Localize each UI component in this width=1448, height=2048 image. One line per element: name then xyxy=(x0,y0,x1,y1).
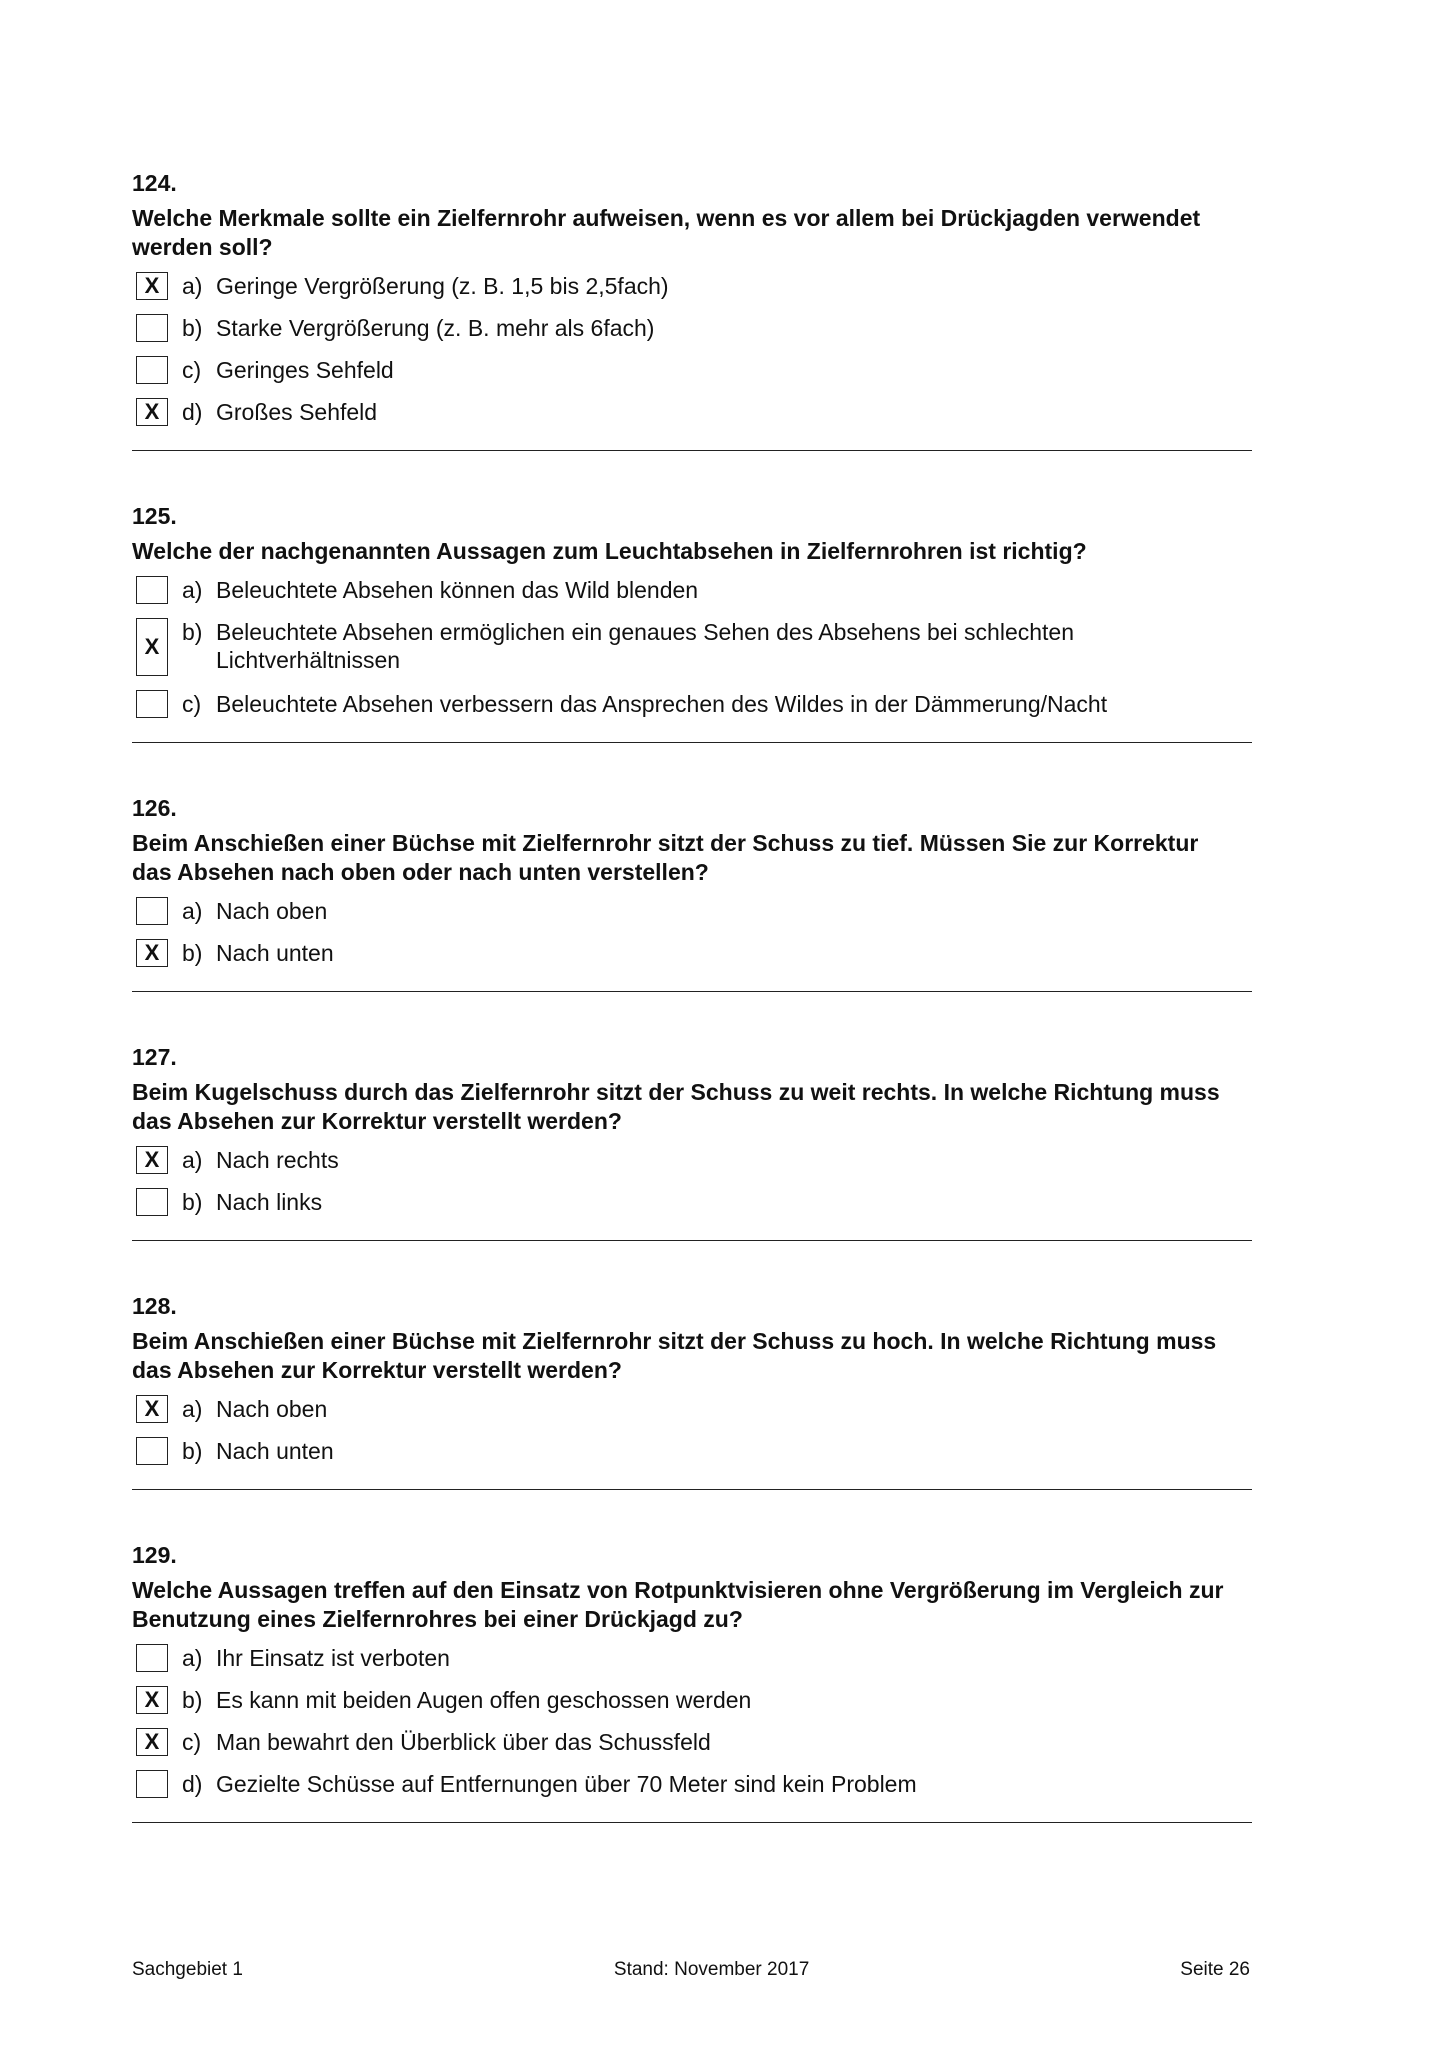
answer-option xyxy=(132,398,1252,426)
answer-letter: a) xyxy=(182,1645,203,1671)
answer-option xyxy=(132,1686,1252,1714)
answer-option xyxy=(132,897,1252,925)
answer-checkbox[interactable]: X xyxy=(136,1146,168,1174)
answer-text: Beleuchtete Absehen ermöglichen ein genaues Sehen des Absehens bei schlechten Lichtverhältnissen xyxy=(216,619,1075,673)
answer-letter: b) xyxy=(182,1189,203,1215)
answer-option xyxy=(132,1770,1252,1798)
answer-letter: b) xyxy=(182,1438,203,1464)
answer-letter: c) xyxy=(182,1729,202,1755)
answer-letter: a) xyxy=(182,898,203,924)
answer-option xyxy=(132,1644,1252,1672)
footer-date: Stand: November 2017 xyxy=(613,1959,810,1980)
answer-letter: b) xyxy=(182,1687,203,1713)
answer-checkbox[interactable] xyxy=(136,1437,168,1465)
answer-checkbox[interactable]: X xyxy=(136,618,168,676)
question-block xyxy=(132,501,1252,743)
answer-text: Nach oben xyxy=(216,1396,328,1422)
answer-checkbox[interactable] xyxy=(136,314,168,342)
answer-letter: a) xyxy=(182,1147,203,1173)
question-list xyxy=(132,168,1252,1873)
answer-option xyxy=(132,690,1252,718)
answer-option xyxy=(132,576,1252,604)
answer-checkbox[interactable] xyxy=(136,1644,168,1672)
answer-checkbox[interactable] xyxy=(136,1188,168,1216)
answer-option xyxy=(132,314,1252,342)
answer-text: Nach links xyxy=(216,1189,323,1215)
answer-checkbox[interactable] xyxy=(136,1770,168,1798)
question-text: Welche der nachgenannten Aussagen zum Leuchtabsehen in Zielfernrohren ist richtig? xyxy=(132,538,1087,564)
question-block xyxy=(132,168,1252,451)
question-text: Beim Anschießen einer Büchse mit Zielfernrohr sitzt der Schuss zu hoch. In welche Richtung muss das Absehen zur Korrektur verstellt werden? xyxy=(132,1328,1217,1383)
answer-letter: b) xyxy=(182,940,203,966)
question-number: 124. xyxy=(132,170,177,196)
question-text: Welche Aussagen treffen auf den Einsatz von Rotpunktvisieren ohne Vergrößerung im Vergleich zur Benutzung eines Zielfernrohres bei einer Drückjagd zu? xyxy=(132,1577,1224,1632)
answer-checkbox[interactable]: X xyxy=(136,1728,168,1756)
answer-letter: a) xyxy=(182,1396,203,1422)
answer-checkbox[interactable] xyxy=(136,356,168,384)
answer-letter: c) xyxy=(182,691,202,717)
answer-text: Geringes Sehfeld xyxy=(216,357,394,383)
question-block xyxy=(132,1291,1252,1490)
answer-text: Geringe Vergrößerung (z. B. 1,5 bis 2,5fach) xyxy=(216,273,669,299)
answer-option xyxy=(132,1395,1252,1423)
answer-text: Nach unten xyxy=(216,940,334,966)
question-text: Beim Kugelschuss durch das Zielfernrohr sitzt der Schuss zu weit rechts. In welche Richtung muss das Absehen zur Korrektur verstellt werden? xyxy=(132,1079,1220,1134)
answer-text: Nach oben xyxy=(216,898,328,924)
question-text: Welche Merkmale sollte ein Zielfernrohr aufweisen, wenn es vor allem bei Drückjagden verwendet werden soll? xyxy=(132,205,1201,260)
answer-text: Nach rechts xyxy=(216,1147,339,1173)
answer-text: Man bewahrt den Überblick über das Schussfeld xyxy=(216,1729,711,1755)
answer-option xyxy=(132,356,1252,384)
answer-text: Nach unten xyxy=(216,1438,334,1464)
answer-text: Beleuchtete Absehen können das Wild blenden xyxy=(216,577,699,603)
answer-option xyxy=(132,272,1252,300)
page-footer xyxy=(132,1958,1250,1982)
answer-checkbox[interactable]: X xyxy=(136,1395,168,1423)
answer-text: Großes Sehfeld xyxy=(216,399,378,425)
answer-option xyxy=(132,1437,1252,1465)
question-number: 128. xyxy=(132,1293,177,1319)
question-block xyxy=(132,793,1252,992)
answer-text: Beleuchtete Absehen verbessern das Ansprechen des Wildes in der Dämmerung/Nacht xyxy=(216,691,1108,717)
answer-letter: a) xyxy=(182,273,203,299)
question-number: 125. xyxy=(132,503,177,529)
question-block xyxy=(132,1042,1252,1241)
answer-option xyxy=(132,618,1252,676)
answer-option xyxy=(132,1188,1252,1216)
answer-text: Ihr Einsatz ist verboten xyxy=(216,1645,450,1671)
answer-checkbox[interactable] xyxy=(136,576,168,604)
answer-checkbox[interactable]: X xyxy=(136,1686,168,1714)
answer-checkbox[interactable] xyxy=(136,897,168,925)
question-number: 127. xyxy=(132,1044,177,1070)
answer-letter: b) xyxy=(182,315,203,341)
answer-option xyxy=(132,939,1252,967)
answer-checkbox[interactable]: X xyxy=(136,398,168,426)
answer-text: Gezielte Schüsse auf Entfernungen über 70 Meter sind kein Problem xyxy=(216,1771,917,1797)
answer-text: Es kann mit beiden Augen offen geschossen werden xyxy=(216,1687,752,1713)
footer-section: Sachgebiet 1 xyxy=(132,1959,243,1980)
question-block xyxy=(132,1540,1252,1823)
answer-checkbox[interactable]: X xyxy=(136,272,168,300)
answer-option xyxy=(132,1146,1252,1174)
question-number: 129. xyxy=(132,1542,177,1568)
footer-page-number: Seite 26 xyxy=(1180,1959,1250,1980)
answer-checkbox[interactable]: X xyxy=(136,939,168,967)
answer-letter: d) xyxy=(182,399,203,425)
question-number: 126. xyxy=(132,795,177,821)
answer-letter: a) xyxy=(182,577,203,603)
answer-checkbox[interactable] xyxy=(136,690,168,718)
answer-letter: b) xyxy=(182,619,203,645)
question-text: Beim Anschießen einer Büchse mit Zielfernrohr sitzt der Schuss zu tief. Müssen Sie zur Korrektur das Absehen nach oben oder nach unten verstellen? xyxy=(132,830,1199,885)
answer-letter: c) xyxy=(182,357,202,383)
answer-option xyxy=(132,1728,1252,1756)
answer-letter: d) xyxy=(182,1771,203,1797)
answer-text: Starke Vergrößerung (z. B. mehr als 6fach) xyxy=(216,315,655,341)
